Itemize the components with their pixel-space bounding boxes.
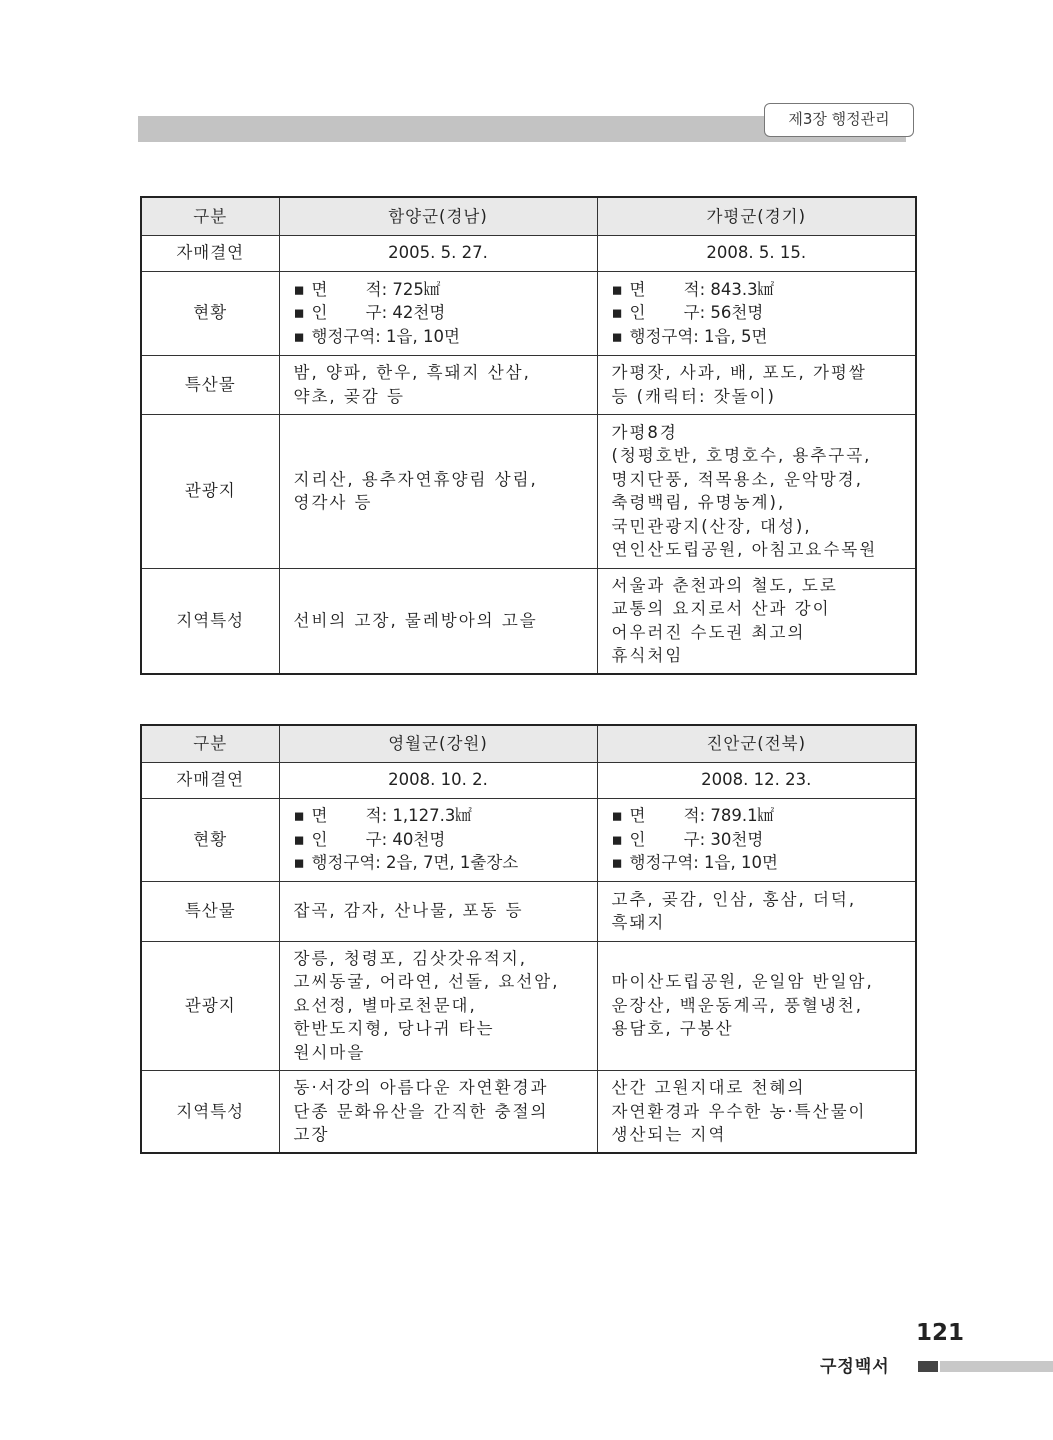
cell-city-a [279,414,597,568]
area-line: ▪ 면 적: 725㎢ [294,278,583,302]
cell-city-a: 2005. 5. 27. [279,235,597,271]
population-line: ▪ 인 구: 40천명 [294,828,583,852]
text-line: 고장 [293,1125,330,1144]
text-line: 마이산도립공원, 운일암 반일암, [611,972,874,992]
cell-city-a [279,941,597,1070]
chapter-tab: 제3장 행정관리 [764,103,914,137]
row-label: 특산물 [141,355,279,414]
text-line: 한반도지형, 당나귀 타는 [293,1019,495,1039]
text-line: 고추, 곶감, 인삼, 홍삼, 더덕, [611,889,857,909]
population-line: ▪ 인 구: 42천명 [294,301,583,325]
text-line: 동·서강의 아름다운 자연환경과 [293,1078,549,1097]
cell-city-b [597,414,916,568]
header-city-b: 진안군(전북) [597,725,916,762]
text-line: 영각사 등 [293,493,373,512]
cell-city-b [597,798,916,881]
cell-city-a [279,355,597,414]
text-line: 명지단풍, 적목용소, 운악망경, [611,469,863,489]
table-header-row [141,197,916,235]
table-row-specialty [141,355,916,414]
table-row-regional-traits [141,1070,916,1153]
text-line: 지리산, 용추자연휴양림 상림, [293,469,538,489]
text-line: 연인산도립공원, 아침고요수목원 [611,540,878,559]
district-line: ▪ 행정구역: 1읍, 10면 [294,325,583,349]
text-line: 운장산, 백운동계곡, 풍혈냉천, [611,995,863,1015]
table-row-status [141,798,916,881]
text-line: 국민관광지(산장, 대성), [611,516,812,536]
header-category: 구분 [141,197,279,235]
table-row-sisterhood-date [141,235,916,271]
footer-bar-dark [918,1361,938,1372]
area-line: ▪ 면 적: 789.1㎢ [612,804,902,828]
text-line: 잡곡, 감자, 산나물, 포동 등 [293,901,524,921]
header-city-a: 함양군(경남) [279,197,597,235]
text-line: 교통의 요지로서 산과 강이 [611,599,831,619]
table-row-specialty [141,881,916,941]
area-line: ▪ 면 적: 843.3㎢ [612,278,902,302]
text-line: 흑돼지 [611,913,666,932]
cell-city-a [279,271,597,355]
row-label: 지역특성 [141,568,279,674]
table-row-tourism [141,941,916,1070]
table-row-tourism [141,414,916,568]
table-row-sisterhood-date [141,762,916,798]
sister-city-table-1 [140,196,917,675]
text-line: 가평잣, 사과, 배, 포도, 가평쌀 [611,363,867,382]
table-row-regional-traits [141,568,916,674]
population-line: ▪ 인 구: 30천명 [612,828,902,852]
row-label: 현황 [141,271,279,355]
text-line: (청평호반, 호명호수, 용추구곡, [611,446,872,465]
district-line: ▪ 행정구역: 2읍, 7면, 1출장소 [294,851,583,875]
cell-city-b: 2008. 12. 23. [597,762,916,798]
text-line: 선비의 고장, 물레방아의 고을 [293,611,538,630]
district-line: ▪ 행정구역: 1읍, 10면 [612,851,902,875]
text-line: 서울과 춘천과의 철도, 도로 [611,575,838,595]
text-line: 자연환경과 우수한 농·특산물이 [611,1101,867,1121]
text-line: 약초, 곶감 등 [293,386,405,406]
cell-city-a [279,798,597,881]
row-label: 지역특성 [141,1070,279,1153]
text-line: 가평8경 [611,422,678,442]
text-line: 요선정, 별마로천문대, [293,995,477,1015]
district-line: ▪ 행정구역: 1읍, 5면 [612,325,902,349]
cell-city-a [279,881,597,941]
cell-city-b [597,1070,916,1153]
text-line: 생산되는 지역 [611,1125,727,1144]
text-line: 원시마을 [293,1042,366,1062]
cell-city-b [597,271,916,355]
header-category: 구분 [141,725,279,762]
row-label: 특산물 [141,881,279,941]
text-line: 축령백림, 유명농계), [611,493,786,512]
text-line: 장릉, 청령포, 김삿갓유적지, [293,948,528,968]
sister-city-table-2 [140,724,917,1154]
row-label: 자매결연 [141,235,279,271]
footer-bar-light [940,1361,1053,1372]
area-line: ▪ 면 적: 1,127.3㎢ [294,804,583,828]
book-title: 구정백서 [820,1357,890,1377]
cell-city-b [597,355,916,414]
table-header-row [141,725,916,762]
cell-city-a [279,568,597,674]
row-label: 현황 [141,798,279,881]
cell-city-b [597,568,916,674]
text-line: 용담호, 구봉산 [611,1019,734,1039]
text-line: 고씨동굴, 어라연, 선돌, 요선암, [293,972,560,992]
text-line: 단종 문화유산을 간직한 충절의 [293,1101,549,1121]
page-number: 121 [916,1320,965,1346]
cell-city-a: 2008. 10. 2. [279,762,597,798]
text-line: 산간 고원지대로 천혜의 [611,1078,806,1097]
row-label: 자매결연 [141,762,279,798]
table-row-status [141,271,916,355]
text-line: 휴식처임 [611,646,684,666]
text-line: 어우러진 수도권 최고의 [611,622,806,642]
population-line: ▪ 인 구: 56천명 [612,301,902,325]
row-label: 관광지 [141,941,279,1070]
cell-city-b [597,941,916,1070]
text-line: 등 (캐릭터: 잣돌이) [611,386,776,406]
cell-city-b [597,881,916,941]
cell-city-a [279,1070,597,1153]
header-city-a: 영월군(강원) [279,725,597,762]
header-city-b: 가평군(경기) [597,197,916,235]
cell-city-b: 2008. 5. 15. [597,235,916,271]
row-label: 관광지 [141,414,279,568]
text-line: 밤, 양파, 한우, 흑돼지 산삼, [293,363,531,382]
